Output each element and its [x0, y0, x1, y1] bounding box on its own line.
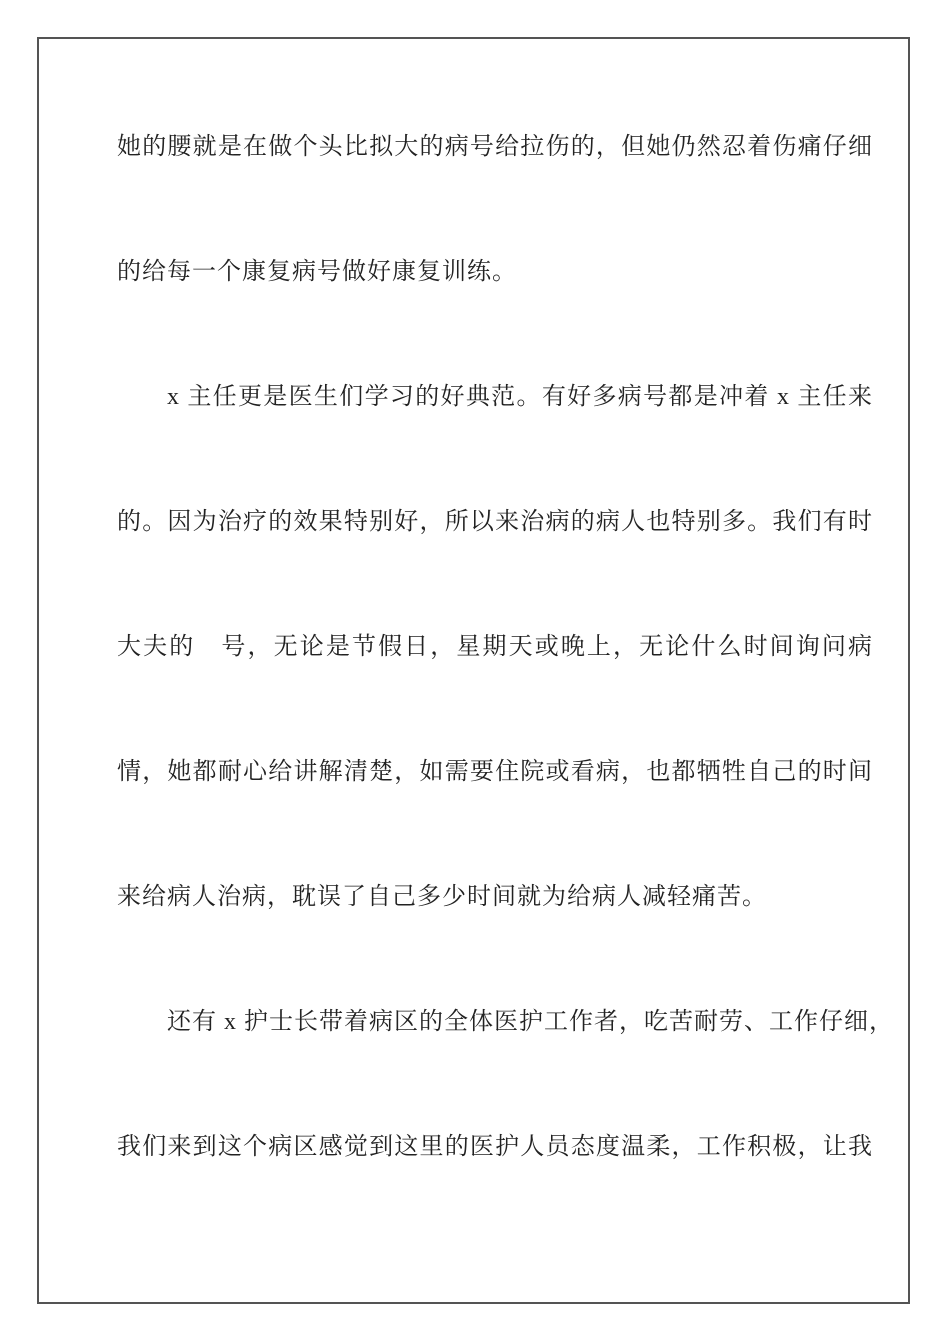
text-line: 来给病人治病，耽误了自己多少时间就为给病人减轻痛苦。: [117, 884, 767, 910]
text-line: 情，她都耐心给讲解清楚，如需要住院或看病，也都牺牲自己的时间: [117, 759, 873, 785]
text-line: 我们来到这个病区感觉到这里的医护人员态度温柔，工作积极，让我: [117, 1134, 873, 1160]
text-line: x 主任更是医生们学习的好典范。有好多病号都是冲着 x 主任来: [167, 384, 873, 410]
text-line: 大夫的 号，无论是节假日，星期天或晚上，无论什么时间询问病: [117, 634, 873, 660]
text-line: 的给每一个康复病号做好康复训练。: [117, 259, 517, 285]
text-line: 还有 x 护士长带着病区的全体医护工作者，吃苦耐劳、工作仔细，: [167, 1009, 894, 1035]
text-line: 的。因为治疗的效果特别好，所以来治病的病人也特别多。我们有时: [117, 509, 873, 535]
document-body: [117, 85, 894, 1210]
text-line: 她的腰就是在做个头比拟大的病号给拉伤的，但她仍然忍着伤痛仔细: [117, 134, 873, 160]
